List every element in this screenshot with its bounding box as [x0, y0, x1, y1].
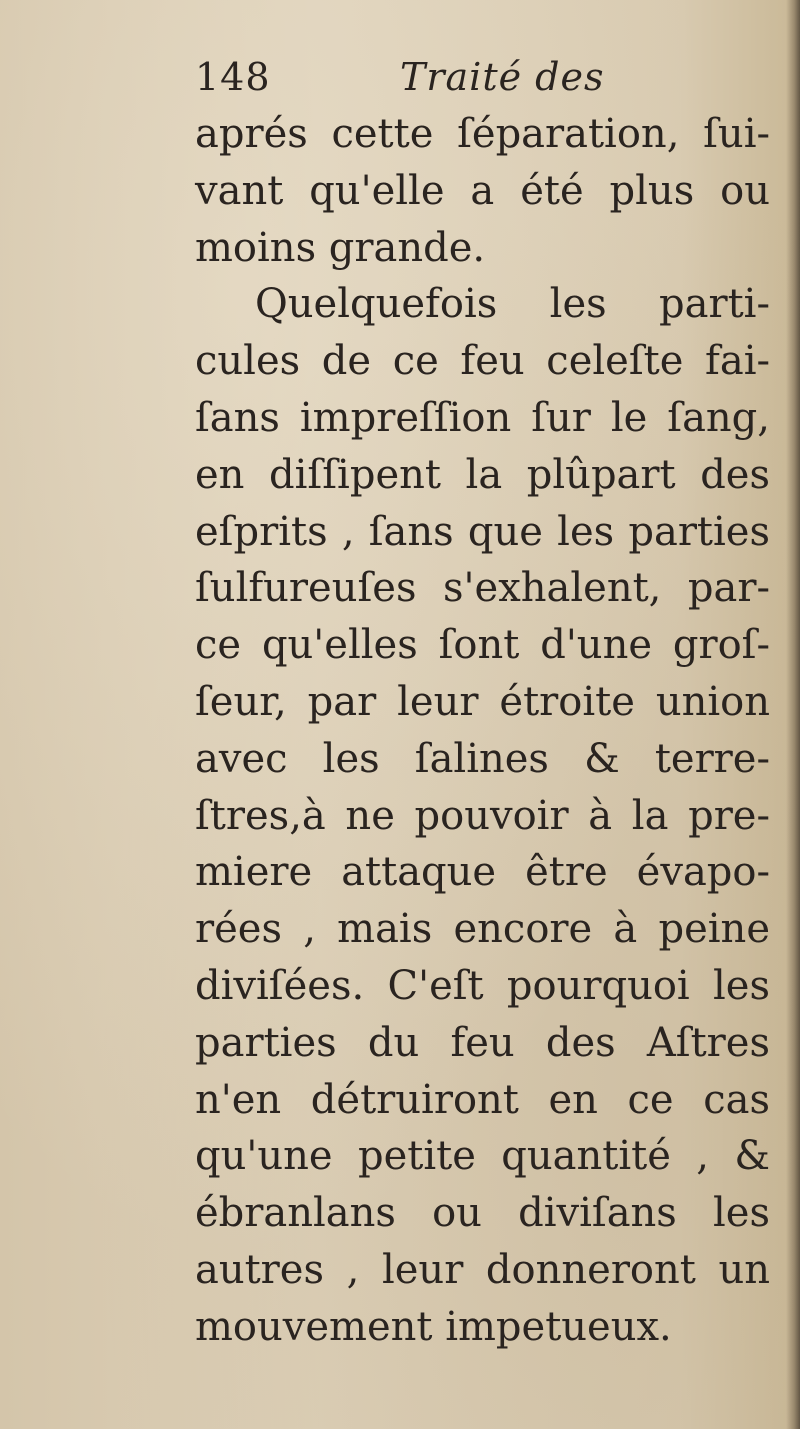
text-line: miere attaque être évapo-: [195, 849, 770, 896]
text-line: eſprits , ſans que les parties: [195, 508, 770, 555]
page-header: [195, 52, 715, 102]
text-line: en diſſipent la plûpart des: [195, 451, 770, 498]
text-line: mouvement impetueux.: [195, 1303, 672, 1350]
text-line: avec les ſalines & terre-: [195, 735, 770, 782]
text-line: qu'une petite quantité , &: [195, 1133, 770, 1180]
text-line: parties du feu des Aſtres: [195, 1019, 770, 1066]
text-line: ſans impreſſion ſur le ſang,: [195, 394, 770, 441]
text-line: ſtres,à ne pouvoir à la pre-: [195, 792, 770, 839]
text-line: cules de ce feu celeſte fai-: [195, 338, 770, 385]
text-line: vant qu'elle a été plus ou: [195, 167, 770, 214]
text-line: ébranlans ou diviſans les: [195, 1190, 770, 1237]
page-gutter-shadow: [786, 0, 800, 1429]
page-number: 148: [195, 55, 271, 99]
text-line: autres , leur donneront un: [195, 1246, 770, 1293]
text-line: n'en détruiront en ce cas: [195, 1076, 770, 1123]
text-line: rées , mais encore à peine: [195, 906, 770, 953]
text-line: ſulfureuſes s'exhalent, par-: [195, 565, 770, 612]
text-line: ce qu'elles ſont d'une groſ-: [195, 622, 770, 669]
text-line: ſeur, par leur étroite union: [195, 678, 770, 725]
body-text: [195, 106, 775, 1356]
text-line: moins grande.: [195, 224, 486, 271]
running-title: Traité des: [400, 55, 605, 99]
text-line: aprés cette ſéparation, ſui-: [195, 111, 770, 157]
text-line: diviſées. C'eſt pourquoi les: [195, 962, 770, 1009]
text-line: Quelquefois les parti-: [255, 281, 770, 328]
